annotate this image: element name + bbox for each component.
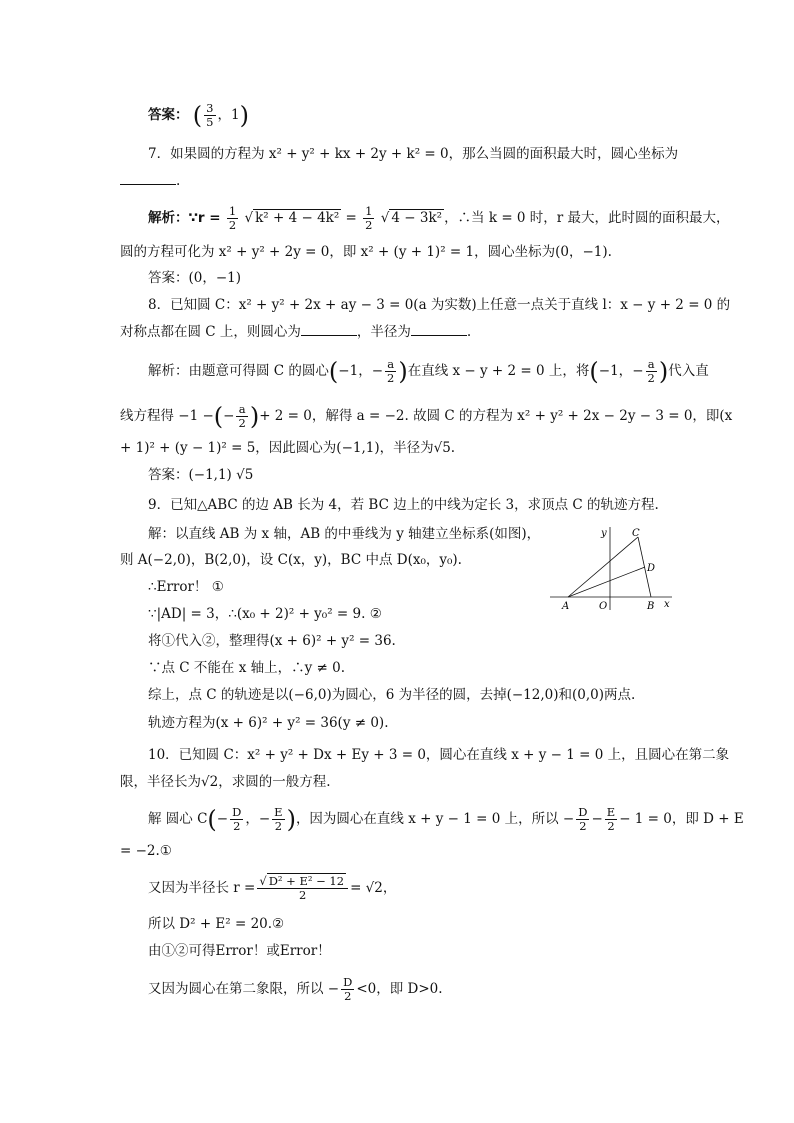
- analysis-7-text: ，∴当 k = 0 时，r 最大，此时圆的面积最大，: [444, 210, 730, 226]
- question-8-line2: 对称点都在圆 C 上，则圆心为 ，半径为 .: [120, 324, 472, 340]
- solution-9-line2: 则 A(−2,0)，B(2,0)，设 C(x，y)，BC 中点 D(x₀，y₀).: [120, 552, 462, 568]
- answer-value: 1: [231, 107, 240, 123]
- fraction-D-2b: [576, 806, 589, 833]
- a8-text-a: 解析：由题意可得圆 C 的圆心: [148, 363, 329, 379]
- solution-10-line4: 所以 D² + E² = 20.②: [148, 916, 285, 932]
- num: D: [343, 975, 353, 989]
- answer-6: 答案： ( $\frac{3}{5}$ ，1): [148, 101, 249, 130]
- solution-9-line5: 将①代入②，整理得(x + 6)² + y² = 36.: [148, 633, 396, 649]
- den: 2: [274, 819, 283, 833]
- fraction-radius: [257, 875, 348, 902]
- den: 2: [228, 218, 237, 232]
- paren: (: [213, 402, 224, 431]
- solution-9-line6: ∵点 C 不能在 x 轴上，∴y ≠ 0.: [148, 660, 346, 676]
- paren: ): [658, 357, 669, 386]
- question-10-line2: 限，半径长为√2，求圆的一般方程.: [120, 774, 331, 790]
- question-10: 10．已知圆 C：x² + y² + Dx + Ey + 3 = 0，圆心在直线 x + y − 1 = 0 上，且圆心在第二象: [148, 747, 730, 763]
- num: a: [385, 358, 396, 372]
- num: D: [232, 805, 242, 819]
- paren: (: [207, 805, 217, 834]
- fraction-D-2: [230, 806, 243, 833]
- q8-text-b: ，半径为: [356, 324, 411, 340]
- question-8: 8．已知圆 C：x² + y² + 2x + ay − 3 = 0(a 为实数)上任意一点关于直线 l：x − y + 2 = 0 的: [148, 297, 731, 313]
- solution-9-line1: 解：以直线 AB 为 x 轴，AB 的中垂线为 y 轴建立坐标系(如图)，: [148, 526, 541, 542]
- num: 1: [228, 204, 237, 218]
- fraction-E-2: [272, 806, 284, 833]
- blank: [120, 172, 176, 185]
- question-7-blank: [120, 172, 180, 190]
- num: a: [236, 403, 247, 417]
- label-y: y: [601, 528, 607, 539]
- fraction-a-2c: [236, 403, 247, 430]
- fraction-E-2b: [605, 806, 617, 833]
- solution-10-line5: 由①②可得Error！或Error！: [148, 943, 331, 959]
- solution-10-line3: [148, 875, 396, 902]
- question-7: 7．如果圆的方程为 x² + y² + kx + 2y + k² = 0，那么当圆的面积最大时，圆心坐标为: [148, 146, 679, 162]
- answer-label: 答案：: [148, 107, 189, 123]
- den: 2: [647, 371, 655, 385]
- s10-text-d: 又因为半径长 r =: [148, 880, 256, 896]
- den: 2: [344, 989, 352, 1003]
- den: 2: [607, 819, 615, 833]
- radicand-1: k² + 4 − 4k²: [255, 210, 340, 226]
- den: 2: [233, 819, 241, 833]
- fraction-D-2c: [341, 976, 354, 1003]
- solution-10-line2: = −2.①: [120, 843, 172, 859]
- num: 3: [206, 101, 214, 115]
- segment-AD: [568, 567, 645, 597]
- label-x: x: [664, 599, 670, 610]
- paren: ): [286, 805, 296, 834]
- label-A: A: [562, 601, 570, 612]
- num: E: [606, 805, 616, 819]
- den: 5: [206, 115, 214, 129]
- period: .: [176, 173, 181, 189]
- s10-text-b: ，因为圆心在直线 x + y − 1 = 0 上，所以 −: [295, 811, 575, 827]
- solution-9-line4: ∵|AD| = 3，∴(x₀ + 2)² + y₀² = 9. ②: [148, 606, 382, 622]
- paren-open: (: [192, 101, 203, 130]
- a8-text-e: + 2 = 0，解得 a = −2. 故圆 C 的方程为 x² + y² + 2x − 2y − 3 = 0，即(x: [259, 408, 733, 424]
- neg-one: −1，: [598, 363, 633, 379]
- analysis-8-line3: + 1)² + (y − 1)² = 5，因此圆心为(−1,1)，半径为√5.: [120, 440, 456, 456]
- analysis-7-line1: 解析：∵r = $\frac{1}{2}$ √ k² + 4 − 4k² = $\frac{1}{2}$ √ 4 − 3k² ，∴当 k = 0 时，r 最大，此时圆的面积最大，: [148, 204, 730, 232]
- den: 2: [299, 888, 307, 902]
- fraction-a-2b: [646, 358, 657, 385]
- label-D: D: [647, 563, 656, 574]
- solution-10-line6: [148, 976, 443, 1003]
- segment-AC: [568, 537, 638, 597]
- num: √ D² + E² − 12: [257, 875, 348, 889]
- half-2: [363, 205, 374, 232]
- s10-text-c: − 1 = 0，即 D + E: [619, 811, 744, 827]
- s10-text-g: <0，即 D>0.: [356, 981, 443, 997]
- blank-radius: [411, 323, 467, 336]
- answer-7: 答案：(0，−1): [148, 270, 242, 286]
- a8-text-c: 代入直: [668, 363, 709, 379]
- label-B: B: [647, 601, 655, 612]
- solution-9-line8: 轨迹方程为(x + 6)² + y² = 36(y ≠ 0).: [148, 715, 389, 731]
- num: a: [646, 358, 657, 372]
- blank-center: [301, 323, 357, 336]
- coordinate-figure: [550, 525, 675, 615]
- paren: ): [398, 357, 408, 386]
- question-9: 9．已知△ABC 的边 AB 长为 4，若 BC 边上的中线为定长 3，求顶点 C 的轨迹方程.: [148, 497, 659, 513]
- q8-text-a: 对称点都在圆 C 上，则圆心为: [120, 324, 301, 340]
- radicand: D² + E² − 12: [268, 874, 345, 888]
- den: 2: [365, 218, 373, 232]
- a8-text-d: 线方程得 −1 −: [120, 408, 214, 424]
- num: E: [274, 805, 283, 819]
- a8-text-b: 在直线 x − y + 2 = 0 上，将: [407, 363, 590, 379]
- radicand-2: 4 − 3k²: [391, 210, 443, 226]
- paren-close: ): [239, 101, 249, 130]
- fraction-3-5: [204, 102, 215, 129]
- analysis-7-line2: 圆的方程可化为 x² + y² + 2y = 0，即 x² + (y + 1)² = 1，圆心坐标为(0，−1).: [120, 244, 612, 260]
- num: 1: [365, 204, 373, 218]
- s10-text-e: = √2，: [350, 880, 397, 896]
- solution-9-line3: ∴Error！ ①: [148, 579, 224, 595]
- answer-8: 答案：(−1,1) √5: [148, 467, 254, 483]
- label-C: C: [632, 528, 640, 539]
- den: 2: [579, 819, 587, 833]
- paren: (: [328, 357, 339, 386]
- s10-text-f: 又因为圆心在第二象限，所以 −: [148, 981, 340, 997]
- analysis-label: 解析：∵r =: [148, 210, 221, 226]
- neg-one: −1，: [338, 363, 372, 379]
- paren: ): [249, 402, 260, 431]
- solution-9-line7: 综上，点 C 的轨迹是以(−6,0)为圆心，6 为半径的圆，去掉(−12,0)和(0,0)两点.: [148, 687, 636, 703]
- solution-10-line1: 解 圆心 C(− $\frac{D}{2}$ ，− $\frac{E}{2}$ )，因为圆心在直线 x + y − 1 = 0 上，所以 − $\frac{D}{2}$ − $\frac{E}{2}$ − 1 = 0，即 D + E: [148, 805, 744, 834]
- den: 2: [387, 371, 395, 385]
- half: [227, 205, 238, 232]
- label-O: O: [599, 601, 608, 612]
- analysis-8-line2: 线方程得 −1 −(− $\frac{a}{2}$ )+ 2 = 0，解得 a = −2. 故圆 C 的方程为 x² + y² + 2x − 2y − 3 = 0，即(x: [120, 402, 733, 431]
- den: 2: [238, 416, 246, 430]
- s10-text-a: 解 圆心 C: [148, 811, 208, 827]
- fraction-a-2: [385, 358, 396, 385]
- num: D: [578, 805, 588, 819]
- analysis-8-line1: 解析：由题意可得圆 C 的圆心(−1，− $\frac{a}{2}$ )在直线 x − y + 2 = 0 上，将(−1，− $\frac{a}{2}$ )代入直: [148, 357, 709, 386]
- paren: (: [589, 357, 599, 386]
